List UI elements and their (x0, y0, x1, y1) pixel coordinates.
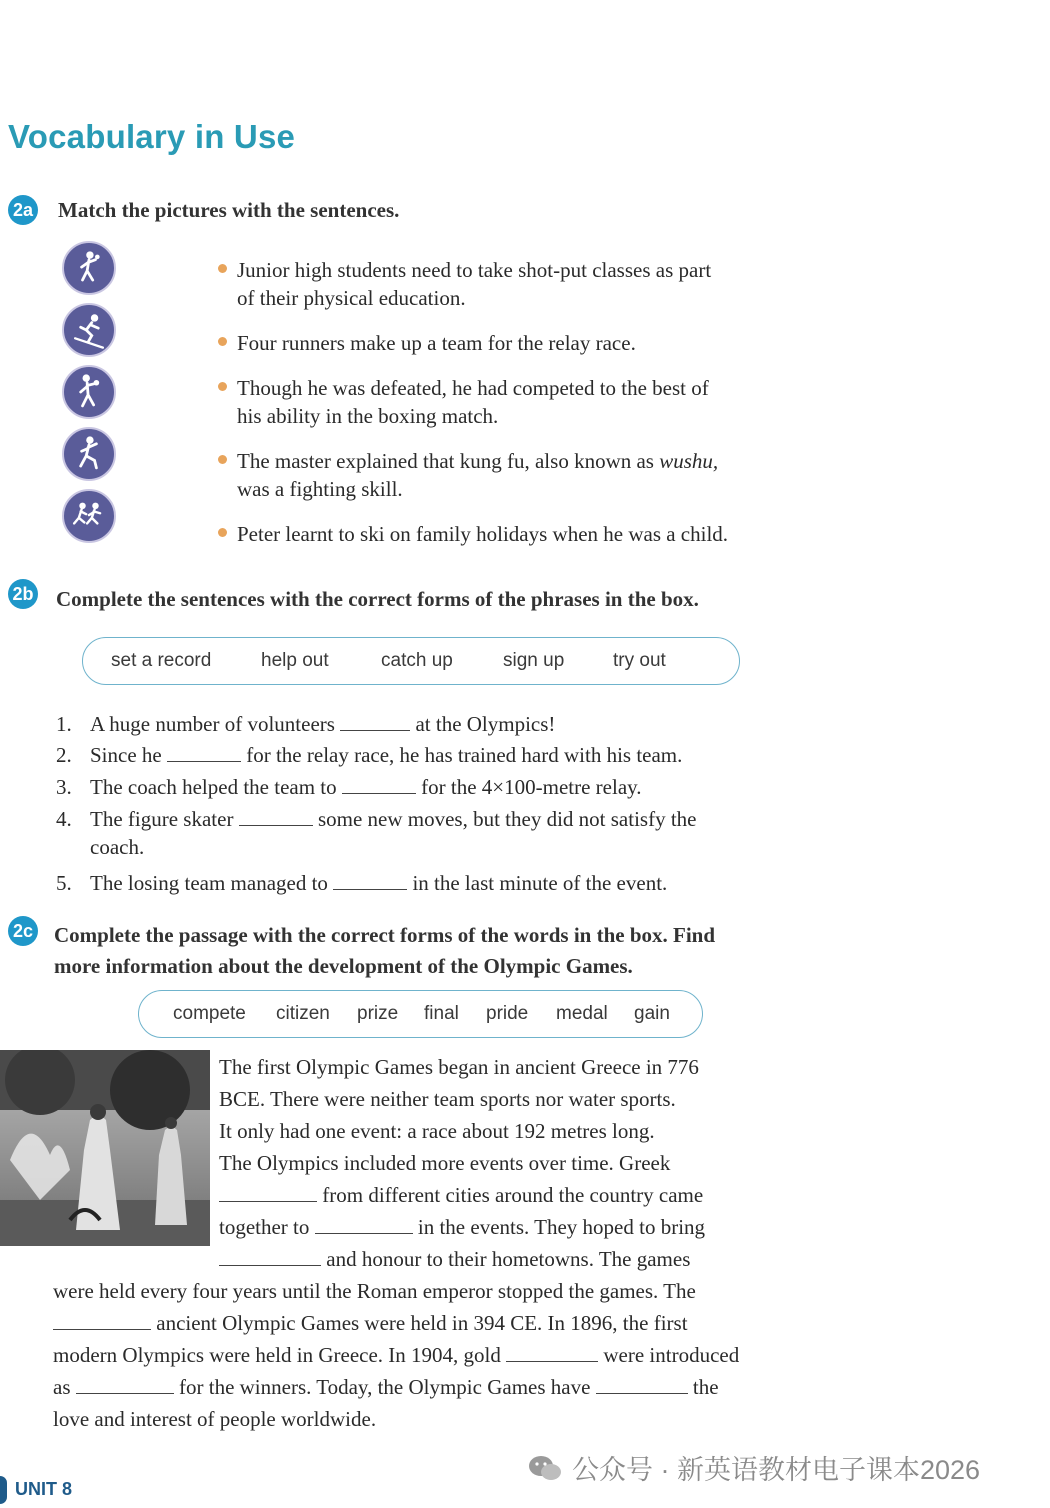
question-item: 3. The coach helped the team to for the 4×100-metre relay. (56, 775, 642, 799)
bullet-dot (218, 382, 227, 391)
watermark: 公众号 · 新英语教材电子课本2026 (528, 1448, 980, 1487)
bullet-dot (218, 264, 227, 273)
box-word: pride (486, 1003, 529, 1024)
answer-blank[interactable] (506, 1345, 598, 1362)
ancient-olympics-photo (0, 1050, 210, 1246)
answer-blank[interactable] (167, 745, 241, 762)
sentence-item: Peter learnt to ski on family holidays when he was a child. (218, 520, 798, 548)
answer-blank[interactable] (342, 777, 416, 794)
answer-blank[interactable] (76, 1377, 174, 1394)
answer-blank[interactable] (219, 1249, 321, 1266)
box-word: final (424, 1003, 459, 1024)
phrase-word: catch up (381, 650, 453, 671)
phrase-word: sign up (503, 650, 565, 671)
box-word: gain (634, 1003, 670, 1024)
sentence-item: Four runners make up a team for the relay race. (218, 329, 798, 357)
exercise-badge-2a: 2a (8, 195, 38, 225)
answer-blank[interactable] (596, 1377, 688, 1394)
phrase-word: try out (613, 650, 666, 671)
relay-race-icon (62, 489, 116, 543)
phrase-word: help out (261, 650, 329, 671)
box-word: citizen (276, 1003, 330, 1024)
question-item: 5. The losing team managed to in the last minute of the event. (56, 871, 668, 895)
answer-blank[interactable] (219, 1185, 317, 1202)
box-word: medal (556, 1003, 608, 1024)
unit-marker (0, 1476, 7, 1504)
phrase-word: set a record (111, 650, 212, 671)
ski-icon (62, 303, 116, 357)
sentence-item: Though he was defeated, he had competed to the best of his ability in the boxing match. (218, 374, 798, 430)
phrase-box (82, 637, 740, 685)
passage-text: The first Olympic Games began in ancient Greece in 776 BCE. There were neither team sports nor water sports. It only had one event: a race about 192 metres long. The Olympics included more events over time. Greek from different cities around the country came together to in the events. They hoped to bring and honour to their hometowns. The games (219, 1055, 706, 1271)
exercise-badge-2b: 2b (8, 579, 38, 609)
kung-fu-icon (62, 427, 116, 481)
answer-blank[interactable] (239, 809, 313, 826)
question-item: 2. Since he for the relay race, he has trained hard with his team. (56, 743, 683, 767)
shot-put-icon (62, 241, 116, 295)
answer-blank[interactable] (340, 714, 410, 731)
sentence-item: Junior high students need to take shot-put classes as part of their physical education. (218, 256, 798, 312)
word-box (138, 990, 703, 1038)
exercise-badge-2c: 2c (8, 916, 38, 946)
wechat-icon (528, 1454, 562, 1482)
box-word: prize (357, 1003, 399, 1024)
question-item: 4. The figure skater some new moves, but they did not satisfy the coach. (56, 807, 697, 859)
answer-blank[interactable] (315, 1217, 413, 1234)
question-item: 1. A huge number of volunteers at the Olympics! (56, 712, 556, 736)
unit-footer: UNIT 8 (0, 1476, 72, 1504)
exercise-2c-instruction: Complete the passage with the correct forms of the words in the box. Find more information about the development of the Olympic Games. (54, 923, 716, 978)
boxing-icon (62, 365, 116, 419)
bullet-dot (218, 528, 227, 537)
answer-blank[interactable] (333, 873, 407, 890)
bullet-dot (218, 455, 227, 464)
exercise-2b-instruction: Complete the sentences with the correct forms of the phrases in the box. (56, 587, 699, 611)
sentence-item: The master explained that kung fu, also known as wushu, was a fighting skill. (218, 447, 798, 503)
exercise-2a-instruction: Match the pictures with the sentences. (58, 198, 400, 222)
bullet-dot (218, 337, 227, 346)
page-title: Vocabulary in Use (8, 118, 296, 155)
box-word: compete (173, 1003, 246, 1024)
passage-text: were held every four years until the Roman emperor stopped the games. The ancient Olympic Games were held in 394 CE. In 1896, the first modern Olympics were held in Greece. In 1904, gold were introduced as for the winners. Today, the Olympic Games have the love and interest of people worldwide. (53, 1279, 740, 1431)
answer-blank[interactable] (53, 1313, 151, 1330)
